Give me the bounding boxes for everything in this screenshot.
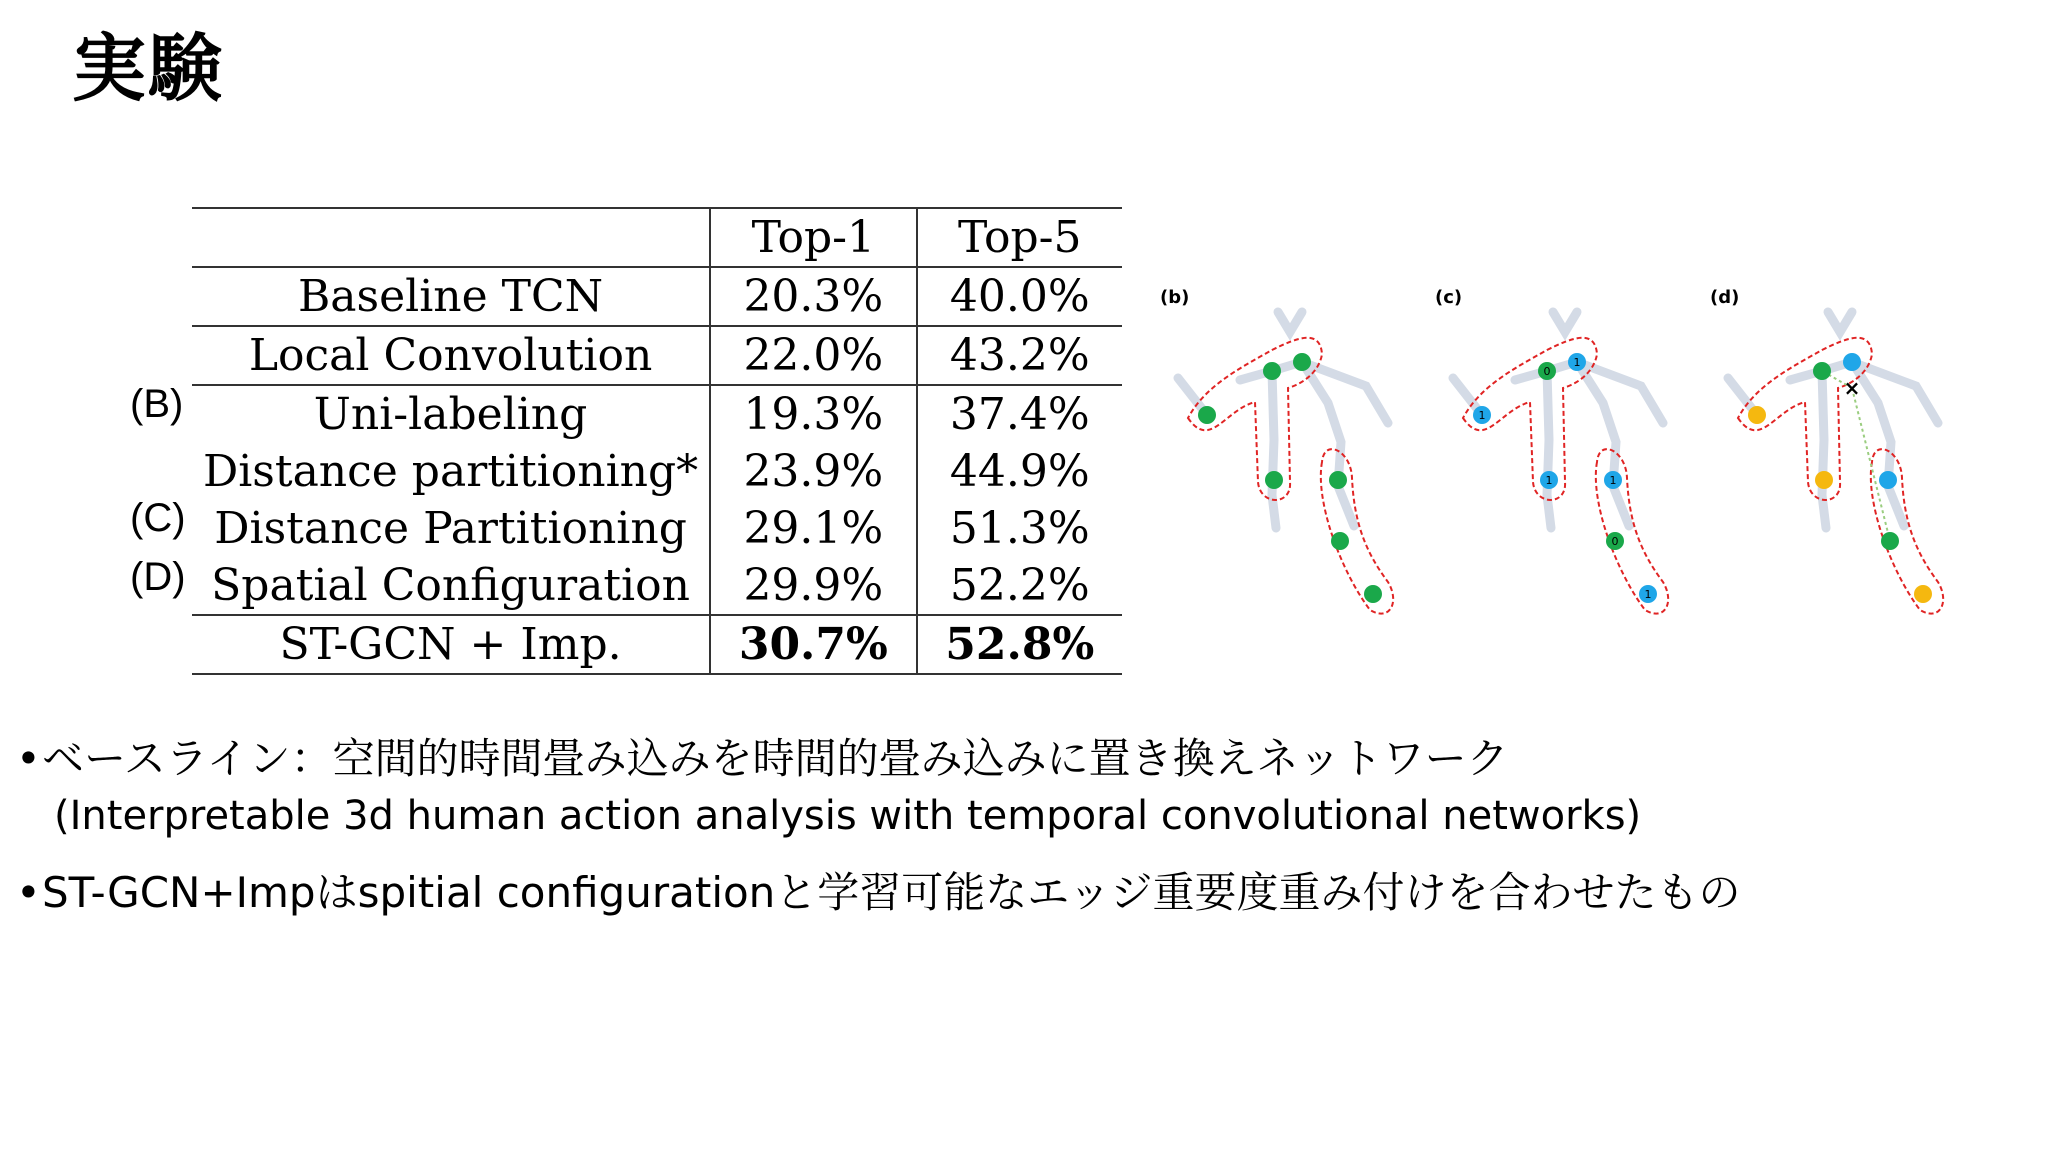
bullet-item <box>16 864 2016 922</box>
gravity-center-mark: × <box>1843 376 1861 400</box>
method-cell: Distance partitioning* <box>192 443 710 500</box>
table-row <box>192 326 1122 385</box>
top1-cell: 29.9% <box>710 557 916 615</box>
top5-cell: 37.4% <box>917 385 1122 443</box>
top5-cell: 43.2% <box>917 326 1122 385</box>
joint-node <box>1265 471 1283 489</box>
top5-cell: 40.0% <box>917 267 1122 326</box>
table-row <box>192 267 1122 326</box>
bullet-text: ベースライン：空間的時間畳み込みを時間的畳み込みに置き換えネットワーク <box>42 734 1509 783</box>
top1-cell: 30.7% <box>710 615 916 674</box>
joint-node <box>1881 532 1899 550</box>
method-cell: Distance Partitioning <box>192 500 710 557</box>
node-label: 1 <box>1644 588 1652 601</box>
table-row <box>192 500 1122 557</box>
results-table <box>192 207 1122 675</box>
panel-b-label: (b) <box>1160 287 1190 308</box>
node-label: 1 <box>1478 409 1486 422</box>
top5-cell: 52.8% <box>917 615 1122 674</box>
node-label: 1 <box>1609 474 1617 487</box>
header-top5: Top-5 <box>917 208 1122 267</box>
panel-b <box>1160 287 1393 614</box>
bullet-text: ST-GCN+Impはspitial configurationと学習可能なエッジ重要度重み付けを合わせたもの <box>42 868 1741 917</box>
panel-d <box>1710 287 1943 614</box>
node-label: 0 <box>1543 365 1551 378</box>
header-empty <box>192 208 710 267</box>
bullet-subtext: (Interpretable 3d human action analysis with temporal convolutional networks) <box>54 793 1642 839</box>
panel-c <box>1435 287 1668 614</box>
bullet-item <box>16 730 2016 788</box>
joint-node <box>1813 362 1831 380</box>
node-label: 0 <box>1611 535 1619 548</box>
top1-cell: 19.3% <box>710 385 916 443</box>
joint-node <box>1364 585 1382 603</box>
header-top1: Top-1 <box>710 208 916 267</box>
partition-figures-svg <box>1150 270 2000 640</box>
joint-node <box>1331 532 1349 550</box>
partition-figures <box>1150 270 2000 640</box>
joint-node <box>1879 471 1897 489</box>
node-label: 1 <box>1545 474 1553 487</box>
slide-title: 実験 <box>72 26 224 112</box>
table-row <box>192 615 1122 674</box>
joint-node <box>1293 353 1311 371</box>
top5-cell: 51.3% <box>949 503 1090 554</box>
bullet-dot-icon: • <box>16 868 41 917</box>
node-label: 1 <box>1573 356 1581 369</box>
joint-node <box>1914 585 1932 603</box>
joint-node <box>1843 353 1861 371</box>
bullet-dot-icon: • <box>16 734 41 783</box>
joint-node <box>1329 471 1347 489</box>
table-row <box>192 385 1122 443</box>
bullet-list <box>16 730 2016 922</box>
method-cell: Spatial Configuration <box>192 557 710 615</box>
top5-cell: 52.2% <box>949 560 1090 611</box>
top1-cell: 29.1% <box>710 500 916 557</box>
top1-cell: 23.9% <box>710 443 916 500</box>
method-cell: ST-GCN + Imp. <box>192 615 710 674</box>
side-label-c: (C) <box>130 496 186 540</box>
joint-node <box>1263 362 1281 380</box>
joint-node <box>1748 406 1766 424</box>
side-label-d: (D) <box>130 555 186 599</box>
joint-node <box>1198 406 1216 424</box>
method-cell: Uni-labeling <box>192 385 710 443</box>
top5-cell: 44.9% <box>949 446 1090 497</box>
panel-c-label: (c) <box>1435 287 1463 308</box>
top1-cell: 22.0% <box>710 326 916 385</box>
method-cell: Baseline TCN <box>192 267 710 326</box>
side-label-b: (B) <box>130 382 184 426</box>
table-row <box>192 443 1122 500</box>
table-row <box>192 557 1122 615</box>
panel-d-label: (d) <box>1710 287 1740 308</box>
method-cell: Local Convolution <box>192 326 710 385</box>
top1-cell: 20.3% <box>710 267 916 326</box>
joint-node <box>1815 471 1833 489</box>
